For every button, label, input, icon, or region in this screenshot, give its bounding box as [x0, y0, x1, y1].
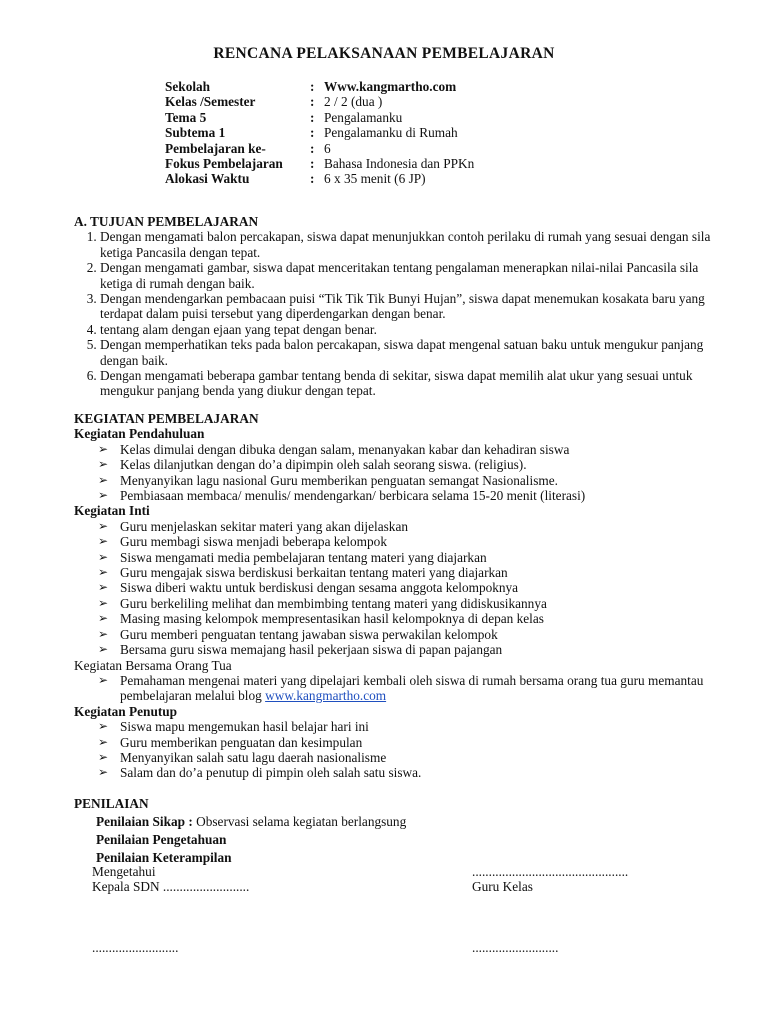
- arrow-bullet-icon: ➢: [98, 580, 109, 595]
- info-label: Fokus Pembelajaran: [165, 155, 283, 171]
- arrow-bullet-icon: ➢: [98, 472, 109, 487]
- arrow-bullet-icon: ➢: [98, 749, 109, 764]
- penilaian-sikap-text: Observasi selama kegiatan berlangsung: [192, 814, 407, 829]
- info-colon: :: [310, 140, 315, 156]
- list-item-text: Salam dan do’a penutup di pimpin oleh salah satu siswa.: [120, 765, 422, 781]
- list-item: [98, 457, 714, 472]
- list-item: 3. Dengan mendengarkan pembacaan puisi “Tik Tik Tik Bunyi Hujan”, siswa dapat menemukan kosakata baru yang terdapat dalam puisi tersebut yang diperdengarkan dengan benar.: [100, 291, 714, 322]
- tujuan-list: [74, 229, 714, 398]
- signature-right: [472, 864, 628, 895]
- arrow-bullet-icon: ➢: [98, 441, 109, 456]
- arrow-bullet-icon: ➢: [98, 488, 109, 503]
- orang-tua-heading: Kegiatan Bersama Orang Tua: [74, 657, 232, 673]
- arrow-bullet-icon: ➢: [98, 734, 109, 749]
- list-item: [98, 735, 714, 750]
- arrow-bullet-icon: ➢: [98, 457, 109, 472]
- info-label: Sekolah: [165, 79, 211, 94]
- arrow-bullet-icon: ➢: [98, 534, 109, 549]
- penilaian-heading: PENILAIAN: [74, 796, 149, 811]
- pendahuluan-heading: Kegiatan Pendahuluan: [74, 426, 205, 442]
- info-row: [165, 94, 474, 109]
- info-row: [165, 125, 474, 140]
- list-item: [98, 673, 714, 704]
- info-label: Pembelajaran ke-: [165, 140, 266, 156]
- list-item: 2. Dengan mengamati gambar, siswa dapat menceritakan tentang pengalaman menerapkan nilai-nilai Pancasila sila ketiga di rumah dengan baik.: [100, 260, 714, 291]
- kegiatan-heading: KEGIATAN PEMBELAJARAN: [74, 411, 259, 426]
- blog-link[interactable]: www.kangmartho.com: [265, 688, 387, 704]
- list-item: 5. Dengan memperhatikan teks pada balon percakapan, siswa dapat mengenal satuan baku untuk mengukur panjang dengan baik.: [100, 337, 714, 368]
- list-item: [98, 642, 714, 657]
- penilaian-sikap: [74, 814, 714, 832]
- list-item-text: Guru berkeliling melihat dan membimbing tentang materi yang didiskusikannya: [120, 595, 547, 611]
- info-row: [165, 79, 474, 94]
- signature-dots: ...............................................: [472, 864, 629, 879]
- list-item-text: Masing masing kelompok mempresentasikan hasil kelompoknya di depan kelas: [120, 611, 544, 627]
- info-row: [165, 171, 474, 186]
- arrow-bullet-icon: ➢: [98, 765, 109, 780]
- info-colon: :: [310, 125, 315, 141]
- list-item: [98, 719, 714, 734]
- arrow-bullet-icon: ➢: [98, 626, 109, 641]
- penilaian-section: [74, 796, 714, 868]
- list-item: [98, 765, 714, 780]
- signature-left: [92, 864, 249, 895]
- info-label: Alokasi Waktu: [165, 171, 250, 187]
- list-item: [98, 488, 714, 503]
- info-value: 6: [324, 140, 331, 156]
- list-item-text: Kelas dimulai dengan dibuka dengan salam, menanyakan kabar dan kehadiran siswa: [120, 441, 570, 457]
- document-title: RENCANA PELAKSANAAN PEMBELAJARAN: [213, 45, 555, 62]
- signature-line-right: ..........................: [472, 940, 559, 955]
- info-label: Tema 5: [165, 109, 207, 125]
- kepala-sdn-label: Kepala SDN ..........................: [92, 879, 250, 895]
- guru-kelas-label: Guru Kelas: [472, 879, 533, 895]
- penutup-list: [74, 719, 714, 781]
- info-value: Bahasa Indonesia dan PPKn: [324, 155, 475, 171]
- arrow-bullet-icon: ➢: [98, 518, 109, 533]
- inti-list: [74, 519, 714, 658]
- info-colon: :: [310, 155, 315, 171]
- signature-line-left: ..........................: [92, 940, 179, 955]
- penilaian-sikap-label: Penilaian Sikap :: [96, 814, 193, 829]
- list-item-text: Menyanyikan salah satu lagu daerah nasionalisme: [120, 749, 387, 765]
- list-item: [98, 442, 714, 457]
- tujuan-section: [74, 214, 714, 399]
- orang-tua-list: [74, 673, 714, 704]
- list-item: 4. tentang alam dengan ejaan yang tepat dengan benar.: [100, 322, 714, 337]
- info-table: [165, 79, 474, 187]
- list-item-text: Pembiasaan membaca/ menulis/ mendengarkan/ berbicara selama 15-20 menit (literasi): [120, 488, 586, 504]
- inti-heading: Kegiatan Inti: [74, 503, 150, 519]
- info-value: 2 / 2 (dua ): [324, 94, 383, 110]
- list-item-text: Menyanyikan lagu nasional Guru memberikan penguatan semangat Nasionalisme.: [120, 472, 558, 488]
- arrow-bullet-icon: ➢: [98, 595, 109, 610]
- list-item-text: Guru menjelaskan sekitar materi yang akan dijelaskan: [120, 518, 408, 534]
- mengetahui-label: Mengetahui: [92, 864, 156, 879]
- info-value: Www.kangmartho.com: [324, 79, 457, 94]
- list-item: [98, 580, 714, 595]
- list-item: [98, 550, 714, 565]
- info-row: [165, 141, 474, 156]
- list-item: [98, 473, 714, 488]
- list-item-text: Kelas dilanjutkan dengan do’a dipimpin oleh salah seorang siswa. (religius).: [120, 457, 527, 473]
- list-item-text: Siswa diberi waktu untuk berdiskusi dengan sesama anggota kelompoknya: [120, 580, 519, 596]
- list-item: [98, 611, 714, 626]
- info-label: Subtema 1: [165, 125, 226, 141]
- info-row: [165, 110, 474, 125]
- list-item: 1. Dengan mengamati balon percakapan, siswa dapat menunjukkan contoh perilaku di rumah yang sesuai dengan sila ketiga Pancasila dengan tepat.: [100, 229, 714, 260]
- kegiatan-section: [74, 411, 714, 781]
- pendahuluan-list: [74, 442, 714, 504]
- arrow-bullet-icon: ➢: [98, 611, 109, 626]
- info-colon: :: [310, 94, 315, 110]
- info-value: Pengalamanku di Rumah: [324, 125, 458, 141]
- info-colon: :: [310, 109, 315, 125]
- list-item-text: Pemahaman mengenai materi yang dipelajari kembali oleh siswa di rumah bersama orang tua guru memantau pembelajaran melalui blog: [120, 672, 704, 704]
- list-item: [98, 534, 714, 549]
- penilaian-keterampilan: Penilaian Keterampilan: [96, 850, 232, 865]
- list-item-text: Guru memberikan penguatan dan kesimpulan: [120, 734, 363, 750]
- tujuan-heading: A. TUJUAN PEMBELAJARAN: [74, 214, 259, 229]
- list-item-text: Siswa mengamati media pembelajaran tentang materi yang diajarkan: [120, 549, 487, 565]
- info-label: Kelas /Semester: [165, 94, 256, 110]
- info-value: 6 x 35 menit (6 JP): [324, 171, 426, 187]
- list-item: [98, 596, 714, 611]
- arrow-bullet-icon: ➢: [98, 672, 109, 687]
- info-value: Pengalamanku: [324, 109, 403, 125]
- list-item-text: Guru memberi penguatan tentang jawaban siswa perwakilan kelompok: [120, 626, 498, 642]
- info-colon: :: [310, 79, 315, 94]
- penilaian-pengetahuan: Penilaian Pengetahuan: [96, 832, 227, 847]
- list-item-text: Guru mengajak siswa berdiskusi berkaitan tentang materi yang diajarkan: [120, 565, 508, 581]
- list-item: 6. Dengan mengamati beberapa gambar tentang benda di sekitar, siswa dapat memilih alat ukur yang sesuai untuk mengukur panjang benda yang diukur dengan tepat.: [100, 368, 714, 399]
- list-item: [98, 565, 714, 580]
- arrow-bullet-icon: ➢: [98, 549, 109, 564]
- info-colon: :: [310, 171, 315, 187]
- info-row: [165, 156, 474, 171]
- list-item: [98, 750, 714, 765]
- arrow-bullet-icon: ➢: [98, 565, 109, 580]
- penutup-heading: Kegiatan Penutup: [74, 703, 178, 719]
- arrow-bullet-icon: ➢: [98, 719, 109, 734]
- list-item-text: Siswa mapu mengemukan hasil belajar hari ini: [120, 719, 369, 735]
- list-item-text: Bersama guru siswa memajang hasil pekerjaan siswa di papan pajangan: [120, 642, 503, 658]
- list-item-text: Guru membagi siswa menjadi beberapa kelompok: [120, 534, 387, 550]
- list-item: [98, 519, 714, 534]
- arrow-bullet-icon: ➢: [98, 642, 109, 657]
- list-item: [98, 627, 714, 642]
